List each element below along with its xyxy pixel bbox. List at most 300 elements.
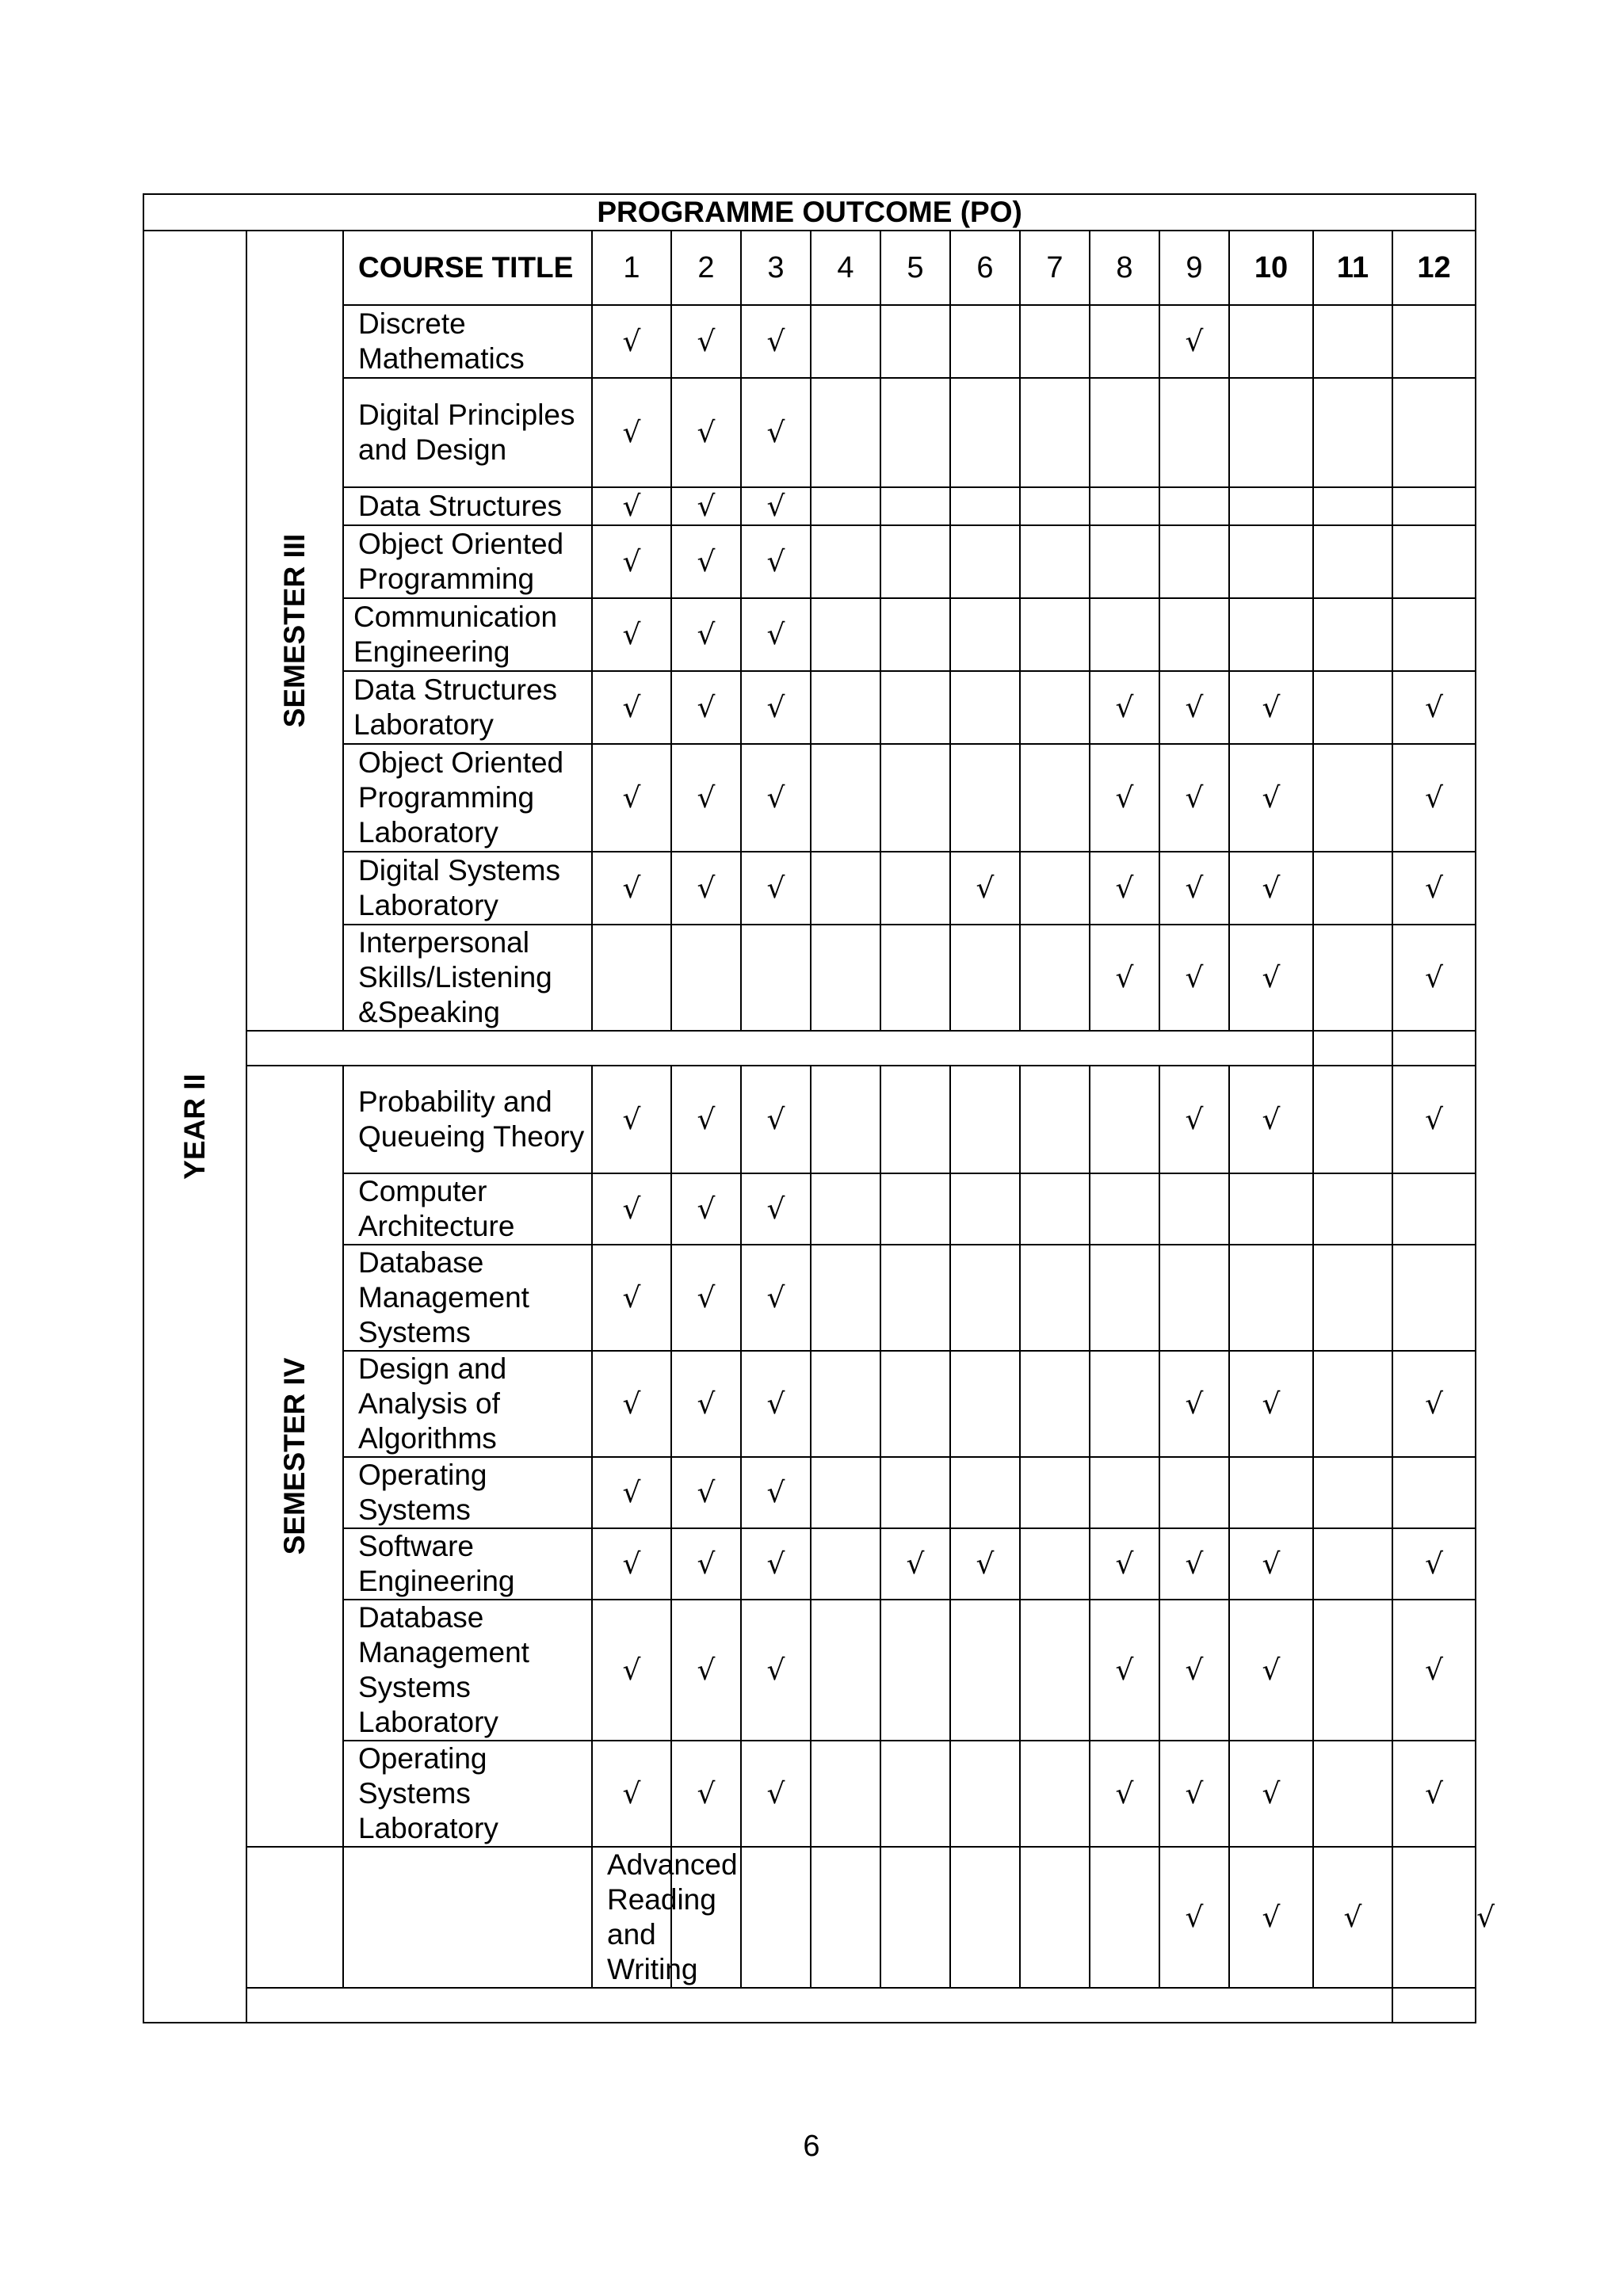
check-mark: √ [1262, 1547, 1281, 1581]
po-cell [741, 598, 811, 671]
check-mark: √ [622, 1281, 641, 1314]
po-cell [811, 1457, 880, 1528]
separator-row [143, 1031, 1476, 1066]
po-cell [1090, 1847, 1159, 1988]
check-mark: √ [697, 871, 716, 905]
po-cell [592, 925, 671, 1031]
course-row [143, 744, 1476, 852]
po-cell [1159, 525, 1229, 598]
check-mark: √ [766, 781, 785, 814]
po-cell [811, 852, 880, 925]
po-cell [811, 671, 880, 744]
check-mark: √ [1262, 961, 1281, 994]
po-cell [1020, 852, 1090, 925]
po-cell [950, 378, 1020, 487]
po-number-header: 7 [1020, 231, 1090, 305]
po-cell [1313, 1741, 1392, 1847]
po-cell [741, 378, 811, 487]
course-title-header: COURSE TITLE [343, 231, 592, 305]
check-mark: √ [766, 545, 785, 578]
po-cell [1229, 1741, 1313, 1847]
check-mark: √ [1262, 1387, 1281, 1421]
check-mark: √ [1185, 961, 1204, 994]
check-mark: √ [1185, 325, 1204, 358]
po-cell [1392, 671, 1476, 744]
po-cell [592, 305, 671, 378]
check-mark: √ [1185, 691, 1204, 724]
po-cell [811, 925, 880, 1031]
check-mark: √ [697, 1777, 716, 1810]
check-mark: √ [906, 1547, 925, 1581]
po-cell [741, 744, 811, 852]
po-cell [1020, 1245, 1090, 1351]
po-cell [1313, 305, 1392, 378]
course-title: Interpersonal Skills/Listening &Speaking [343, 925, 592, 1031]
course-row [143, 1528, 1476, 1600]
check-mark: √ [622, 691, 641, 724]
po-cell [880, 671, 950, 744]
po-number-header: 9 [1159, 231, 1229, 305]
po-cell [1313, 1528, 1392, 1600]
course-title: Advanced Reading and Writing [592, 1847, 671, 1988]
po-cell [811, 305, 880, 378]
po-cell [950, 1066, 1020, 1173]
check-mark: √ [1343, 1901, 1362, 1934]
course-title: Data Structures Laboratory [343, 671, 592, 744]
po-number-header: 11 [1313, 231, 1392, 305]
po-cell [1392, 1245, 1476, 1351]
po-cell [1229, 1351, 1313, 1457]
check-mark: √ [622, 618, 641, 651]
check-mark: √ [1425, 871, 1444, 905]
po-cell [671, 598, 741, 671]
po-cell [950, 598, 1020, 671]
po-cell [811, 1351, 880, 1457]
po-cell [1090, 744, 1159, 852]
po-number-header: 5 [880, 231, 950, 305]
po-cell [1313, 671, 1392, 744]
po-cell [1090, 1457, 1159, 1528]
po-cell [1392, 1066, 1476, 1173]
course-row [143, 925, 1476, 1031]
po-cell [1090, 671, 1159, 744]
course-row [143, 487, 1476, 525]
check-mark: √ [1115, 1547, 1134, 1581]
po-cell [741, 1528, 811, 1600]
po-cell [1090, 1528, 1159, 1600]
po-cell [880, 1245, 950, 1351]
course-row [143, 1457, 1476, 1528]
po-cell [671, 744, 741, 852]
po-cell [671, 1528, 741, 1600]
po-cell [1020, 1600, 1090, 1741]
check-mark: √ [1262, 781, 1281, 814]
po-cell [671, 1741, 741, 1847]
check-mark: √ [697, 618, 716, 651]
po-cell [1392, 1457, 1476, 1528]
po-cell [950, 925, 1020, 1031]
po-number-header: 1 [592, 231, 671, 305]
year-label-cell [143, 231, 246, 2023]
po-cell [1392, 1847, 1476, 1988]
po-cell [1090, 598, 1159, 671]
po-cell [1020, 1173, 1090, 1245]
check-mark: √ [766, 490, 785, 523]
check-mark: √ [766, 1387, 785, 1421]
po-cell [592, 671, 671, 744]
po-cell [1313, 1351, 1392, 1457]
check-mark: √ [1115, 871, 1134, 905]
po-cell [1159, 1741, 1229, 1847]
po-cell [1159, 1457, 1229, 1528]
po-cell [741, 305, 811, 378]
po-number-header: 10 [1229, 231, 1313, 305]
po-cell [1090, 378, 1159, 487]
po-cell [671, 1351, 741, 1457]
course-row [143, 1066, 1476, 1173]
check-mark: √ [766, 871, 785, 905]
check-mark: √ [697, 545, 716, 578]
po-cell [1392, 744, 1476, 852]
po-cell [1090, 852, 1159, 925]
check-mark: √ [697, 1192, 716, 1226]
check-mark: √ [622, 1387, 641, 1421]
po-cell [1159, 378, 1229, 487]
course-title: Discrete Mathematics [343, 305, 592, 378]
po-cell [592, 852, 671, 925]
po-cell [950, 1457, 1020, 1528]
po-cell [811, 1528, 880, 1600]
check-mark: √ [697, 1103, 716, 1136]
po-cell [1313, 598, 1392, 671]
po-cell [592, 1528, 671, 1600]
po-cell [1020, 1741, 1090, 1847]
check-mark: √ [766, 1476, 785, 1509]
po-cell [741, 925, 811, 1031]
po-cell [741, 1173, 811, 1245]
po-cell [880, 525, 950, 598]
check-mark: √ [766, 618, 785, 651]
check-mark: √ [1185, 1103, 1204, 1136]
po-cell [880, 598, 950, 671]
check-mark: √ [1425, 1547, 1444, 1581]
po-cell [880, 1741, 950, 1847]
po-cell [1159, 671, 1229, 744]
po-cell [1159, 852, 1229, 925]
po-cell [1392, 1600, 1476, 1741]
po-cell [671, 525, 741, 598]
course-title: Data Structures [343, 487, 592, 525]
check-mark: √ [697, 416, 716, 449]
po-cell [1392, 1741, 1476, 1847]
course-row [143, 1173, 1476, 1245]
check-mark: √ [1262, 1901, 1281, 1934]
po-cell [1159, 925, 1229, 1031]
po-cell [1229, 1066, 1313, 1173]
check-mark: √ [1185, 1547, 1204, 1581]
check-mark: √ [697, 1387, 716, 1421]
po-cell [1020, 598, 1090, 671]
check-mark: √ [622, 1653, 641, 1687]
po-cell [950, 852, 1020, 925]
empty-cell [246, 1988, 1392, 2023]
check-mark: √ [622, 325, 641, 358]
po-cell [1229, 925, 1313, 1031]
check-mark: √ [1115, 781, 1134, 814]
check-mark: √ [697, 325, 716, 358]
check-mark: √ [622, 545, 641, 578]
check-mark: √ [1185, 1387, 1204, 1421]
po-cell [950, 305, 1020, 378]
check-mark: √ [1425, 691, 1444, 724]
po-cell [1020, 378, 1090, 487]
empty-cell [343, 1847, 592, 1988]
po-cell [1392, 1528, 1476, 1600]
po-cell [1090, 925, 1159, 1031]
course-row [143, 1600, 1476, 1741]
check-mark: √ [1185, 871, 1204, 905]
po-cell [1229, 1528, 1313, 1600]
check-mark: √ [622, 1777, 641, 1810]
check-mark: √ [1262, 1103, 1281, 1136]
po-cell [592, 1741, 671, 1847]
course-title: Operating Systems [343, 1457, 592, 1528]
course-title: Object Oriented Programming Laboratory [343, 744, 592, 852]
po-cell [811, 1245, 880, 1351]
po-cell [950, 1351, 1020, 1457]
po-cell [811, 1741, 880, 1847]
page-number: 6 [803, 2130, 820, 2163]
po-cell [950, 1173, 1020, 1245]
check-mark: √ [622, 1476, 641, 1509]
course-title: Computer Architecture [343, 1173, 592, 1245]
po-cell [741, 1066, 811, 1173]
po-cell [1313, 525, 1392, 598]
po-cell [1020, 525, 1090, 598]
po-cell [1159, 305, 1229, 378]
po-cell [1392, 305, 1476, 378]
po-cell [950, 1245, 1020, 1351]
po-cell [671, 1173, 741, 1245]
po-cell [1392, 598, 1476, 671]
course-title: Operating Systems Laboratory [343, 1741, 592, 1847]
po-cell [1020, 1847, 1090, 1988]
check-mark: √ [697, 1281, 716, 1314]
empty-cell [246, 1031, 1313, 1066]
po-cell [811, 1173, 880, 1245]
check-mark: √ [1425, 1653, 1444, 1687]
po-cell [1313, 1847, 1392, 1988]
po-cell [1229, 1457, 1313, 1528]
semester-iv-cell [246, 1066, 343, 1847]
po-cell [950, 1528, 1020, 1600]
check-mark: √ [766, 1547, 785, 1581]
semester-iv-label: SEMESTER IV [278, 1357, 311, 1555]
po-cell [592, 598, 671, 671]
po-cell [741, 1351, 811, 1457]
check-mark: √ [1425, 961, 1444, 994]
course-row [143, 1741, 1476, 1847]
po-cell [1020, 1457, 1090, 1528]
po-cell [1159, 1528, 1229, 1600]
po-number-header: 4 [811, 231, 880, 305]
po-cell [950, 671, 1020, 744]
check-mark: √ [622, 490, 641, 523]
po-cell [1313, 1245, 1392, 1351]
po-cell [880, 1847, 950, 1988]
po-cell [741, 525, 811, 598]
po-cell [1229, 525, 1313, 598]
course-row [143, 1847, 1476, 1988]
po-cell [811, 487, 880, 525]
po-cell [741, 671, 811, 744]
po-cell [1313, 378, 1392, 487]
check-mark: √ [1185, 781, 1204, 814]
po-cell [1159, 598, 1229, 671]
course-title: Digital Principles and Design [343, 378, 592, 487]
course-row [143, 852, 1476, 925]
po-cell [1392, 925, 1476, 1031]
po-cell [1229, 487, 1313, 525]
po-cell [1392, 1351, 1476, 1457]
check-mark: √ [1115, 691, 1134, 724]
check-mark: √ [766, 416, 785, 449]
check-mark: √ [1262, 871, 1281, 905]
po-cell [880, 744, 950, 852]
po-cell [1020, 1528, 1090, 1600]
po-cell [880, 1066, 950, 1173]
check-mark: √ [1115, 1653, 1134, 1687]
check-mark: √ [1425, 1777, 1444, 1810]
po-cell [741, 1457, 811, 1528]
po-cell [811, 378, 880, 487]
po-cell [1229, 671, 1313, 744]
po-cell [1090, 1600, 1159, 1741]
programme-outcome-table [143, 193, 1495, 2023]
po-cell [671, 487, 741, 525]
po-cell [592, 487, 671, 525]
check-mark: √ [697, 1547, 716, 1581]
po-cell [592, 525, 671, 598]
check-mark: √ [1185, 1777, 1204, 1810]
course-title: Database Management Systems Laboratory [343, 1600, 592, 1741]
check-mark: √ [1476, 1901, 1495, 1934]
po-number-header: 3 [741, 231, 811, 305]
year-label: YEAR II [178, 1074, 211, 1180]
check-mark: √ [766, 1777, 785, 1810]
empty-cell [1313, 1031, 1392, 1066]
po-number-header: 12 [1392, 231, 1476, 305]
po-cell [592, 1173, 671, 1245]
check-mark: √ [976, 1547, 995, 1581]
po-cell [811, 744, 880, 852]
check-mark: √ [766, 691, 785, 724]
check-mark: √ [1262, 1777, 1281, 1810]
semester-iii-cell [246, 231, 343, 1031]
po-cell [1392, 378, 1476, 487]
po-cell [950, 487, 1020, 525]
semester-iii-label: SEMESTER III [278, 533, 311, 728]
check-mark: √ [976, 871, 995, 905]
po-cell [1090, 487, 1159, 525]
po-cell [1313, 1600, 1392, 1741]
course-row [143, 305, 1476, 378]
check-mark: √ [766, 325, 785, 358]
po-cell [1229, 1245, 1313, 1351]
check-mark: √ [1185, 1901, 1204, 1934]
po-cell [1159, 1351, 1229, 1457]
po-cell [1392, 1173, 1476, 1245]
course-row [143, 1245, 1476, 1351]
check-mark: √ [697, 691, 716, 724]
po-cell [811, 525, 880, 598]
po-cell [880, 852, 950, 925]
check-mark: √ [1115, 961, 1134, 994]
empty-cell [1392, 1988, 1476, 2023]
po-cell [1159, 1245, 1229, 1351]
course-row [143, 598, 1476, 671]
po-cell [741, 1600, 811, 1741]
course-row [143, 671, 1476, 744]
course-title: Design and Analysis of Algorithms [343, 1351, 592, 1457]
check-mark: √ [697, 490, 716, 523]
po-cell [880, 925, 950, 1031]
po-cell [880, 378, 950, 487]
po-cell [880, 305, 950, 378]
po-cell [671, 671, 741, 744]
check-mark: √ [766, 1192, 785, 1226]
po-cell [1090, 1351, 1159, 1457]
po-cell [1090, 1066, 1159, 1173]
po-cell [592, 1457, 671, 1528]
check-mark: √ [1262, 1653, 1281, 1687]
course-title: Communication Engineering [343, 598, 592, 671]
po-cell [1313, 1173, 1392, 1245]
po-cell [671, 1457, 741, 1528]
po-cell [1159, 1173, 1229, 1245]
po-cell [880, 1173, 950, 1245]
po-cell [671, 1245, 741, 1351]
po-cell [1229, 305, 1313, 378]
po-cell [1229, 1600, 1313, 1741]
po-cell [880, 487, 950, 525]
check-mark: √ [1262, 691, 1281, 724]
po-cell [592, 378, 671, 487]
separator-row [143, 1988, 1476, 2023]
po-cell [1020, 305, 1090, 378]
check-mark: √ [697, 1476, 716, 1509]
course-title: Probability and Queueing Theory [343, 1066, 592, 1173]
check-mark: √ [622, 416, 641, 449]
po-number-header: 8 [1090, 231, 1159, 305]
course-row [143, 378, 1476, 487]
po-cell [1229, 852, 1313, 925]
po-cell [671, 925, 741, 1031]
po-cell [1392, 487, 1476, 525]
po-cell [1313, 852, 1392, 925]
check-mark: √ [622, 1547, 641, 1581]
po-cell [592, 1245, 671, 1351]
po-cell [811, 1847, 880, 1988]
po-cell [1229, 598, 1313, 671]
po-cell [880, 1528, 950, 1600]
po-cell [1020, 744, 1090, 852]
po-cell [592, 1600, 671, 1741]
po-cell [880, 1600, 950, 1741]
course-title: Digital Systems Laboratory [343, 852, 592, 925]
po-number-header: 2 [671, 231, 741, 305]
po-cell [592, 744, 671, 852]
